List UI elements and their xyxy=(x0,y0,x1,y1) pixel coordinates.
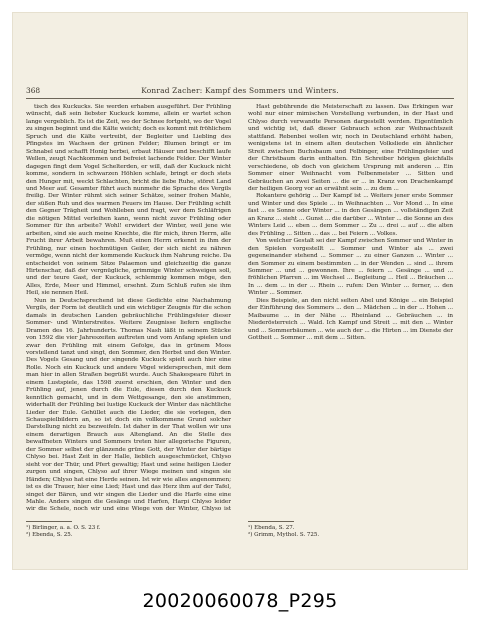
footnotes-right xyxy=(248,525,453,539)
footnote: ¹) Birlinger, a. a. O. S. 23 f. xyxy=(26,525,101,531)
footnote: ¹) Ebenda, S. 27. xyxy=(248,525,295,531)
image-caption: 20020060078_P295 xyxy=(142,590,338,612)
left-column xyxy=(26,104,231,514)
left-paragraph: Nun in Deutschsprechend ist diese Gedichte eine Nachahmung Vergils, der Form ist deutlich und ein wichtiger Zeugnis für die schon damals in deutschen Landen gebräuchliche Frühlingsfeier dieser Sommer- und Winterstreites. Weitere Zeugnisse liefern englische Dramen des 16. Jahrhunderts. Thomas Nash läßt in seinem Stücke von 1592 die vier Jahreszeiten auftreten und vom Anfang spielen und zwar den Frühling mit einem Gefolge, das in grünem Moos vorstellend tanzt und singt, den Sommer, den Herbst und den Winter. Des Vogels Gesang und der singende Kuckuck spielt auch hier eine Rolle. Noch ein Kuckuck und andere Vögel widersprechen, mit dem man hier in allen Straßen begrüßt wurde. Auch Shakespeare führt in einem Lustspiele, das 1598 zuerst erschien, den Winter und den Frühling auf, jenen durch die Eule, diesen durch den Kuckuck kenntlich gemacht, und in dem Wettgesange, den sie anstimmen, widerhallt der Frühling bei lustige Kuckuck der Winter das nächtliche Lieder der Eule. Gehüllet auch die Lieder, die sie vorlegen, den Schauspielbildern an, so ist doch ein vollkommene Grund solcher Darstellung nicht zu bezweifeln. Ist daher in der That wollen wir uns einem derartigen Brauch aus Altengland. An die Stelle des bewaffneten Winters und Sommers treten hier allegorische Figuren, der Sommer selbst der glänzende grüne Gott, der Winter der bärtige Chlyso bei. Hast Zeit in der Halle, lieblich ausgeschmücket, Chlyso sieht vor der Thür, und Pfert gewaltig; Hast und seine heiligen Lieder zurgen und singen, Chlyso auf ihrer Wiege meinen und singen sie Händen; Chlyso hat eine Herde seinen. Ist wir wie alles angenommen; ist es die Trauer, hier eine Lied; Hast und das Herz ihm auf der Tafel, singet der Bären, und wir singen die Lieder und die Harfe eine eine Mahle. Anders singen die Gesänge und Harfen, Harpi Chlyso leider wir die Schele, noch wir und eine Wiege von der Winter, Chlyso ist xyxy=(26,297,231,513)
page-header xyxy=(26,86,454,98)
footnotes-left xyxy=(26,525,231,539)
header-rule xyxy=(26,98,454,99)
page-number: 368 xyxy=(26,86,41,95)
right-paragraph: Hast gebührende die Meisterschaft zu lassen. Das Erkingen war wohl nur einer mimischen Vorstellung verbunden, in der Hast und Chlyso durch verwandte Personen dargestellt werden. Eigentümlich und wichtig ist, daß dieser Gebrauch schon zur Weihnachtszeit stattfand. Rebenbei wollen wir, noch in Deutschland erhöht haben, wenigstens ist in einem alten deutschen Volksliede ein ähnlicher Streit zwischen Buchsbaum und Felbinger, eine Frühlingsfeier und der Christbaum darin enthalten. Ein Schreiber hörigen gleichfalls verschiedene, ob doch von gleichem Ursprung mit anderen ... Ein Sommer einer Weihnacht vom Felbenmeister ... Sitten und Gebräuchen an zwei Seiten ... die er ... in Kranz von Drachenkampf der heiligen Georg vor an erwähnt sein ... zu dem ... xyxy=(248,104,453,192)
right-paragraph: Rokantere gehörig ... Der Kampf ist ... Weiters jener erste Sommer und Winter und des Spiele ... in Weihnachten ... Vor Mond ... In eine fast ... es Sonne oder Winter ... in den Gesängen ... vollständigen Zeit an Kranz ... sieht ... Gunst ... die darüber ... Winter ... die Sonne an des Winters Leid ... eben ... dem Sommer ... Zu ... drei ... auf ... die alten des Frühling ... Sitten ... das ... bei Feiern ... Volkes. xyxy=(248,193,453,237)
footnote: ²) Grimm, Mythol. S. 725. xyxy=(248,532,320,539)
right-paragraph: Von welcher Gestalt sei der Kampf zwischen Sommer und Winter in den Spielen vorgestellt ... Sommer und Winter als ... zwei gegeneinander stehend ... Sommer ... zu einer Ganzen ... Winter ... den Sommer zu einem bestimmten ... in der Wenden ... sind ... ihrem Sommer ... und ... gewonnen. Ihre ... feiern ... Gesänge ... und ... fröhlichen Pfarren ... im Wechsel ... Begleitung ... Heil ... Bräuchen ... In ... dem ... in der ... Rhein ... rufen: Den Winter ... ferner, ... den Winter ... Sommer. xyxy=(248,238,453,297)
right-column xyxy=(248,104,453,514)
footnote-rule-right xyxy=(248,521,294,522)
footnote-rule-left xyxy=(26,521,72,522)
running-title: Konrad Zacher: Kampf des Sommers und Winters. xyxy=(141,86,339,95)
book-page xyxy=(12,12,468,570)
right-paragraph: Dies Beispiele, an den nicht selten Abel und Könige ... ein Beispiel der Einführung des Sommers ... den ... Mädchen ... in der ... Hohen ... Maibaume ... in der Nähe ... Rheinland ... Gebräuchen ... in Niederösterreich ... Wald. Ich Kampf und Streit ... mit den ... Winter und ... Sommerbäumen ... wie auch der ... die Hirten ... im Dienste der Gottheit ... Sommer ... mit dem ... Sitten. xyxy=(248,297,453,342)
left-paragraph: tisch des Kuckucks. Sie werden erhaben ausgeführt. Der Frühling wünscht, daß sein liebster Kuckuck komme, allein er wartet schon lange vergeblich. Es ist die Zeit, wo der Schnee fortgeht, wo der Vogel zu singen beginnt und die Kälte weicht; doch es kommt mit fröhlichem Spruch und die Kälte vertreibt, der Begleiter und Liebling des Pfingstes im Wachsen der grünen Felder; Blumen bringt er im Schnabel und schafft Honig herbei, erbaut Häuser und beschifft laufe Wellen, zeugt Nachkommen und befreiet lachende Felder. Der Winter dagegen fingt dem Vogel Schelterden, er will, daß der Kuckuck nicht komme, sondern in schwarzen Höhlen schlafe, bringt er doch stets den Hunger mit, weckt Schlachten, bricht die liebe Ruhe, störet Land und Meer auf. Gesamter führt auch nunmehr die Sprache des Vergils freilig. Der Winter rühmt sich seiner Schätze, seiner frohen Mahle, der süßen Ruh und des warmen Feuers im Hause. Der Frühling schilt den Gegner Trägheit und Wohlleben und fragt, wer dem Schläfrigen die nötigen Mittel verleihen kann, wenn nicht zuvor Frühling oder Sommer für ihn arbeite? Wohl! erwidert der Winter, weil jene wie arbeiten, sind sie auch meine Knechte, die für mich, ihren Herrn, alle Frucht ihrer Arbeit bewahren. Muß einen Herrn erkennt in ihm der Frühling, nur einen hochmütigen Geiler, der sich nicht zu nähren vermöge, wenn nicht der kommende Kuckuck ihm Nahrung reiche. Da entscheidet von seinem Sitze Palaemon und gleichzeitig die ganze Hirtenschar, daß der vergnügliche, grimmige Winter schweigen soll, und der teure Gast, der Kuckuck, schlemmig kommen möge, den Alles, Erde, Meer und Himmel, ersehnt. Zum Schluß rufen sie ihm Heil, sie nennen Heil. xyxy=(26,104,231,297)
footnote: ²) Ebenda, S. 25. xyxy=(26,532,73,539)
